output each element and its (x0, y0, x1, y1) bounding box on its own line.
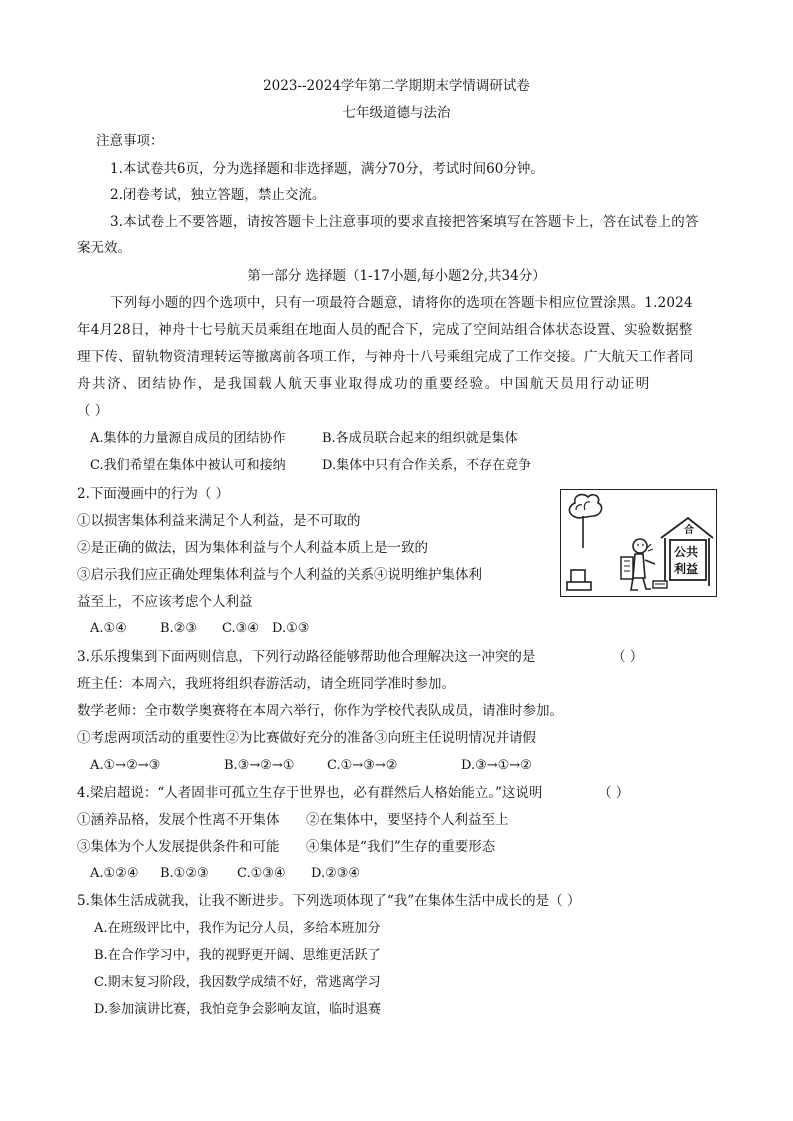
q2-option-b: B.②③ (160, 621, 197, 636)
q3-info-2: 数学老师：全市数学奥赛将在本周六举行，你作为学校代表队成员，请准时参加。 (77, 703, 563, 719)
q3-info-1: 班主任：本周六，我班将组织春游活动，请全班同学准时参加。 (77, 676, 455, 692)
exam-title: 2023--2024学年第二学期期末学情调研试卷 (263, 78, 530, 94)
q2-cartoon (560, 489, 717, 597)
q3-option-a: A.①→②→③ (90, 758, 161, 773)
q3-steps: ①考虑两项活动的重要性②为比赛做好充分的准备③向班主任说明情况并请假 (77, 730, 536, 746)
q3-paren: （ ） (612, 649, 644, 665)
q2-option-a: A.①④ (90, 621, 127, 636)
notes-heading: 注意事项： (96, 133, 164, 149)
q2-statement-4: 益至上，不应该考虑个人利益 (77, 594, 253, 610)
notes-item-3-line-2: 案无效。 (77, 240, 131, 256)
section-intro-line-4: 舟共济、团结协作，是我国载人航天事业取得成功的重要经验。中国航天员用行动证明 (77, 376, 651, 392)
q4-paren: （ ） (598, 785, 630, 801)
q5-option-a: A.在班级评比中，我作为记分人员，多给本班加分 (94, 921, 381, 936)
q4-option-b: B.①②③ (160, 866, 209, 881)
q1-option-c: C.我们希望在集体中被认可和接纳 (90, 458, 286, 473)
exam-subject: 七年级道德与法治 (342, 105, 451, 121)
sign-line-1: 公共 (674, 545, 699, 559)
q3-option-b: B.③→②→① (224, 758, 295, 773)
q4-option-c: C.①③④ (237, 866, 286, 881)
q4-statement-2: ②在集体中，要坚持个人利益至上 (306, 812, 509, 828)
q3-stem: 3.乐乐搜集到下面两则信息，下列行动路径能够帮助他合理解决这一冲突的是 (77, 649, 536, 665)
q2-statement-3: ③启示我们应正确处理集体利益与个人利益的关系④说明维护集体利 (77, 567, 482, 583)
sign-line-2: 利益 (674, 562, 699, 576)
notes-item-2: 2.闭卷考试，独立答题，禁止交流。 (110, 187, 326, 203)
q2-stem: 2.下面漫画中的行为（ ） (77, 486, 230, 502)
section-intro-line-3: 理下传、留轨物资清理转运等撤离前各项工作，与神舟十八号乘组完成了工作交接。广大航天工作者同 (77, 349, 694, 365)
q3-option-c: C.①→③→② (327, 758, 398, 773)
notes-item-1: 1.本试卷共6页，分为选择题和非选择题，满分70分，考试时间60分钟。 (110, 161, 544, 177)
q1-option-b: B.各成员联合起来的组织就是集体 (322, 431, 518, 446)
notes-item-3-line-1: 3.本试卷上不要答题，请按答题卡上注意事项的要求直接把答案填写在答题卡上，答在试卷上的答 (110, 214, 699, 230)
section-intro-line-1: 下列每小题的四个选项中，只有一项最符合题意，请将你的选项在答题卡相应位置涂黑。1.2024 (110, 295, 693, 311)
q2-statement-1: ①以损害集体利益来满足个人利益，是不可取的 (77, 513, 361, 529)
q5-stem: 5.集体生活成就我，让我不断进步。下列选项体现了“我”在集体生活中成长的是（ ） (77, 893, 581, 909)
q4-stem: 4.梁启超说：“人者固非可孤立生存于世界也，必有群然后人格始能立。”这说明 (77, 785, 543, 801)
q1-option-d: D.集体中只有合作关系，不存在竞争 (322, 458, 532, 473)
q4-statement-1: ①涵养品格，发展个性离不开集体 (77, 812, 280, 828)
q5-option-c: C.期末复习阶段，我因数学成绩不好，常逃离学习 (94, 975, 381, 990)
q4-statement-4: ④集体是“我们”生存的重要形态 (306, 839, 496, 855)
q2-option-d: D.①③ (272, 621, 310, 636)
q2-statement-2: ②是正确的做法，因为集体利益与个人利益本质上是一致的 (77, 540, 428, 556)
q2-option-c: C.③④ (222, 621, 259, 636)
q4-option-a: A.①②④ (90, 866, 139, 881)
q5-option-b: B.在合作学习中，我的视野更开阔、思维更活跃了 (94, 948, 381, 963)
person-body-icon (633, 554, 645, 578)
q4-option-d: D.②③④ (311, 866, 361, 881)
section-intro-line-2: 年4月28日，神舟十七号航天员乘组在地面人员的配合下，完成了空间站组合体状态设置、实验数据整 (77, 322, 693, 338)
house-roof-char: 合 (684, 525, 694, 536)
answer-paren: （ ） (77, 403, 109, 419)
q5-option-d: D.参加演讲比赛，我怕竞争会影响友谊，临时退赛 (94, 1002, 382, 1017)
section-heading: 第一部分 选择题（1-17小题,每小题2分,共34分） (247, 268, 546, 284)
brick-stack-icon (621, 557, 633, 579)
q1-option-a: A.集体的力量源自成员的团结协作 (90, 431, 286, 446)
person-head-icon (633, 539, 647, 553)
q4-statement-3: ③集体为个人发展提供条件和可能 (77, 839, 280, 855)
q3-option-d: D.③→①→② (461, 758, 532, 773)
